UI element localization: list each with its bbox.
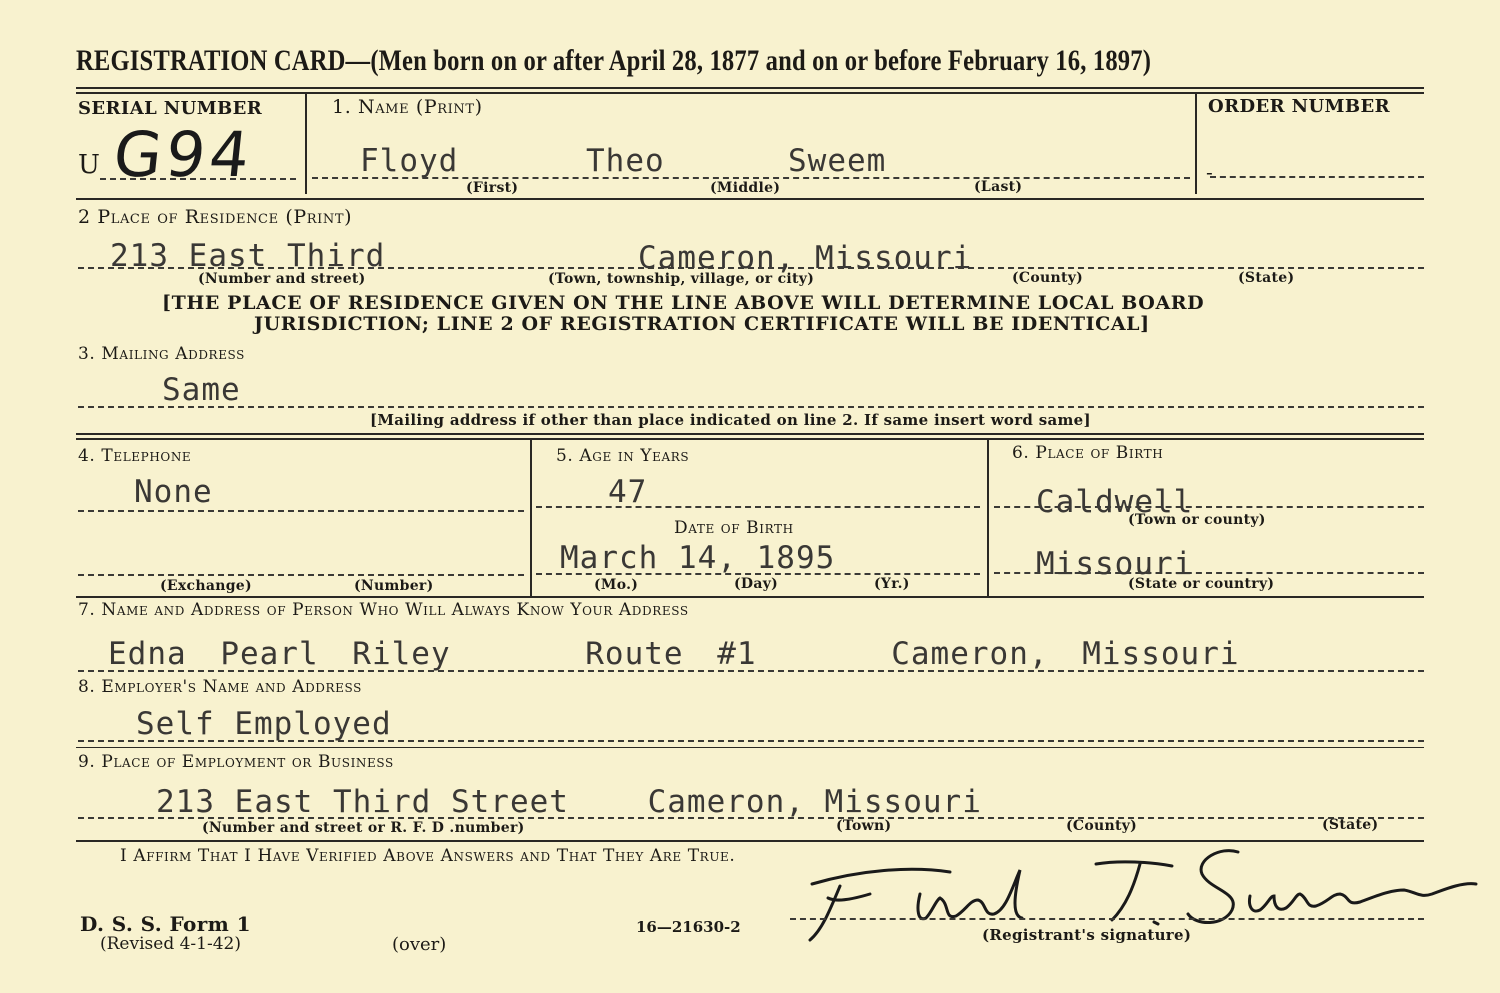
- serial-line: [100, 178, 296, 180]
- contact-value: Edna Pearl Riley Route #1 Cameron, Missouri: [108, 636, 1240, 672]
- telephone-exchange-caption: (Exchange): [160, 578, 252, 594]
- residence-notice-2: JURISDICTION; LINE 2 OF REGISTRATION CERTIFICATE WILL BE IDENTICAL]: [254, 313, 1150, 335]
- employment-line: [78, 817, 1424, 819]
- employment-county-caption: (County): [1066, 818, 1138, 834]
- birthplace-town-caption: (Town or county): [1128, 512, 1266, 528]
- employment-value: 213 East Third Street Cameron, Missouri: [156, 784, 982, 820]
- residence-town-caption: (Town, township, village, or city): [548, 271, 815, 287]
- residence-notice-1: [THE PLACE OF RESIDENCE GIVEN ON THE LINE ABOVE WILL DETERMINE LOCAL BOARD: [162, 292, 1205, 314]
- employment-label: 9. Place of Employment or Business: [78, 752, 394, 772]
- birthplace-state: Missouri: [1036, 546, 1194, 582]
- order-divider: [1195, 94, 1197, 194]
- employer-label: 8. Employer's Name and Address: [78, 677, 362, 697]
- order-number-value: -: [1206, 160, 1213, 184]
- name-middle-caption: (Middle): [710, 180, 781, 196]
- name-label: 1. Name (Print): [332, 96, 483, 118]
- rule-2: [76, 433, 1424, 435]
- birthplace-label: 6. Place of Birth: [1012, 443, 1164, 463]
- residence-state-caption: (State): [1238, 270, 1295, 286]
- residence-street-caption: (Number and street): [198, 271, 366, 287]
- residence-line: [78, 267, 1424, 269]
- card-title: REGISTRATION CARD—(Men born on or after April 28, 1877 and on or before February 16, 1897): [76, 44, 1152, 77]
- residence-label: 2 Place of Residence (Print): [78, 206, 353, 228]
- form-revised: (Revised 4-1-42): [100, 934, 241, 954]
- print-code: 16—21630-2: [636, 918, 741, 936]
- birthplace-line-2: [994, 572, 1424, 574]
- divider-age: [530, 440, 532, 596]
- serial-number-value: G94: [110, 118, 257, 191]
- contact-line: [78, 670, 1424, 672]
- birthplace-line-1: [994, 506, 1424, 508]
- name-last-caption: (Last): [974, 179, 1023, 195]
- telephone-line-1: [78, 510, 524, 512]
- mailing-label: 3. Mailing Address: [78, 344, 245, 364]
- residence-street: 213 East Third: [110, 238, 386, 274]
- employer-value: Self Employed: [136, 706, 392, 742]
- telephone-number-caption: (Number): [354, 578, 434, 594]
- telephone-label: 4. Telephone: [78, 446, 192, 466]
- rule-2b: [76, 438, 1424, 440]
- dob-line: [536, 573, 980, 575]
- age-label: 5. Age in Years: [556, 446, 690, 466]
- order-number-label: ORDER NUMBER: [1208, 96, 1390, 117]
- name-last: Sweem: [788, 143, 887, 179]
- over-note: (over): [392, 934, 447, 955]
- dob-year-caption: (Yr.): [874, 576, 910, 592]
- name-first-caption: (First): [466, 180, 519, 196]
- name-line: [312, 177, 1190, 179]
- serial-prefix: U: [78, 150, 100, 180]
- rule-3: [76, 596, 1424, 598]
- signature-caption: (Registrant's signature): [982, 926, 1192, 944]
- employer-line: [78, 740, 1424, 742]
- rule-1: [76, 198, 1424, 200]
- residence-town: Cameron, Missouri: [638, 240, 973, 276]
- top-rule-2: [76, 92, 1424, 94]
- dob-day-caption: (Day): [734, 576, 779, 592]
- age-value: 47: [608, 474, 648, 510]
- birthplace-town: Caldwell: [1036, 484, 1194, 520]
- form-number: D. S. S. Form 1: [80, 912, 251, 936]
- rule-4: [76, 747, 1424, 748]
- employment-street-caption: (Number and street or R. F. D .number): [202, 820, 525, 836]
- employment-state-caption: (State): [1322, 817, 1379, 833]
- mailing-value: Same: [162, 372, 241, 408]
- name-first: Floyd: [360, 143, 459, 179]
- dob-value: March 14, 1895: [560, 540, 836, 576]
- mailing-caption: [Mailing address if other than place indicated on line 2. If same insert word same]: [370, 411, 1091, 429]
- divider-birth: [987, 440, 989, 596]
- name-middle: Theo: [586, 143, 665, 179]
- age-line: [536, 506, 980, 508]
- birthplace-state-caption: (State or country): [1128, 576, 1275, 592]
- residence-county-caption: (County): [1012, 270, 1084, 286]
- serial-divider: [305, 94, 307, 194]
- employment-town-caption: (Town): [836, 818, 892, 834]
- telephone-line-2: [78, 574, 524, 576]
- serial-number-label: SERIAL NUMBER: [78, 98, 263, 119]
- dob-label: Date of Birth: [674, 518, 794, 538]
- contact-label: 7. Name and Address of Person Who Will Always Know Your Address: [78, 600, 689, 620]
- mailing-line: [78, 406, 1424, 408]
- top-rule: [76, 87, 1424, 89]
- affirmation-text: I Affirm That I Have Verified Above Answers and That They Are True.: [120, 846, 736, 866]
- telephone-value: None: [134, 474, 213, 510]
- signature-line: [790, 918, 1424, 920]
- dob-month-caption: (Mo.): [594, 577, 639, 593]
- order-line: [1210, 176, 1424, 178]
